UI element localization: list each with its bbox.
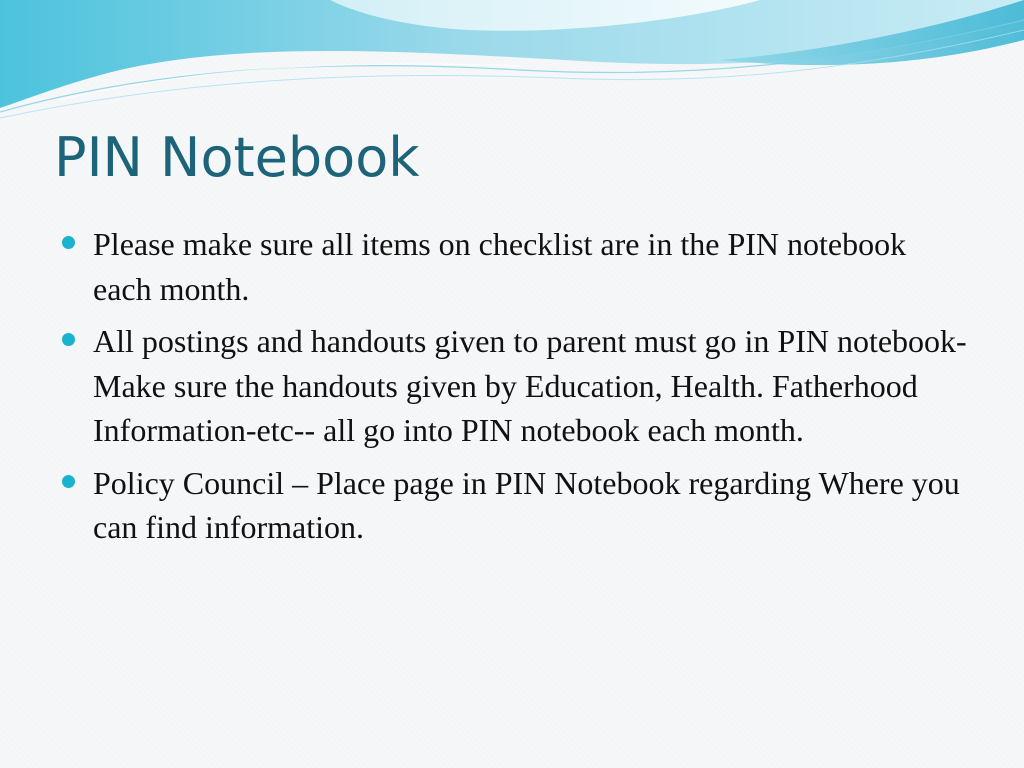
bullet-dot-icon <box>62 236 75 249</box>
bullet-item <box>62 222 972 311</box>
bullet-dot-icon <box>62 333 75 346</box>
bullet-text: Please make sure all items on checklist are in the PIN notebook each month. <box>93 226 915 307</box>
bullet-list <box>62 222 983 558</box>
decorative-wave-header <box>0 0 1024 130</box>
bullet-text: All postings and handouts given to parent must go in PIN notebook- Make sure the handouts given by Education, Health. Fatherhood Information-etc-- all go into PIN notebook each month. <box>93 323 983 448</box>
bullet-text: Policy Council – Place page in PIN Notebook regarding Where you can find information. <box>93 464 968 545</box>
bullet-item <box>62 461 972 550</box>
bullet-item <box>62 319 983 453</box>
slide-title: PIN Notebook <box>54 126 420 189</box>
bullet-dot-icon <box>62 475 75 488</box>
